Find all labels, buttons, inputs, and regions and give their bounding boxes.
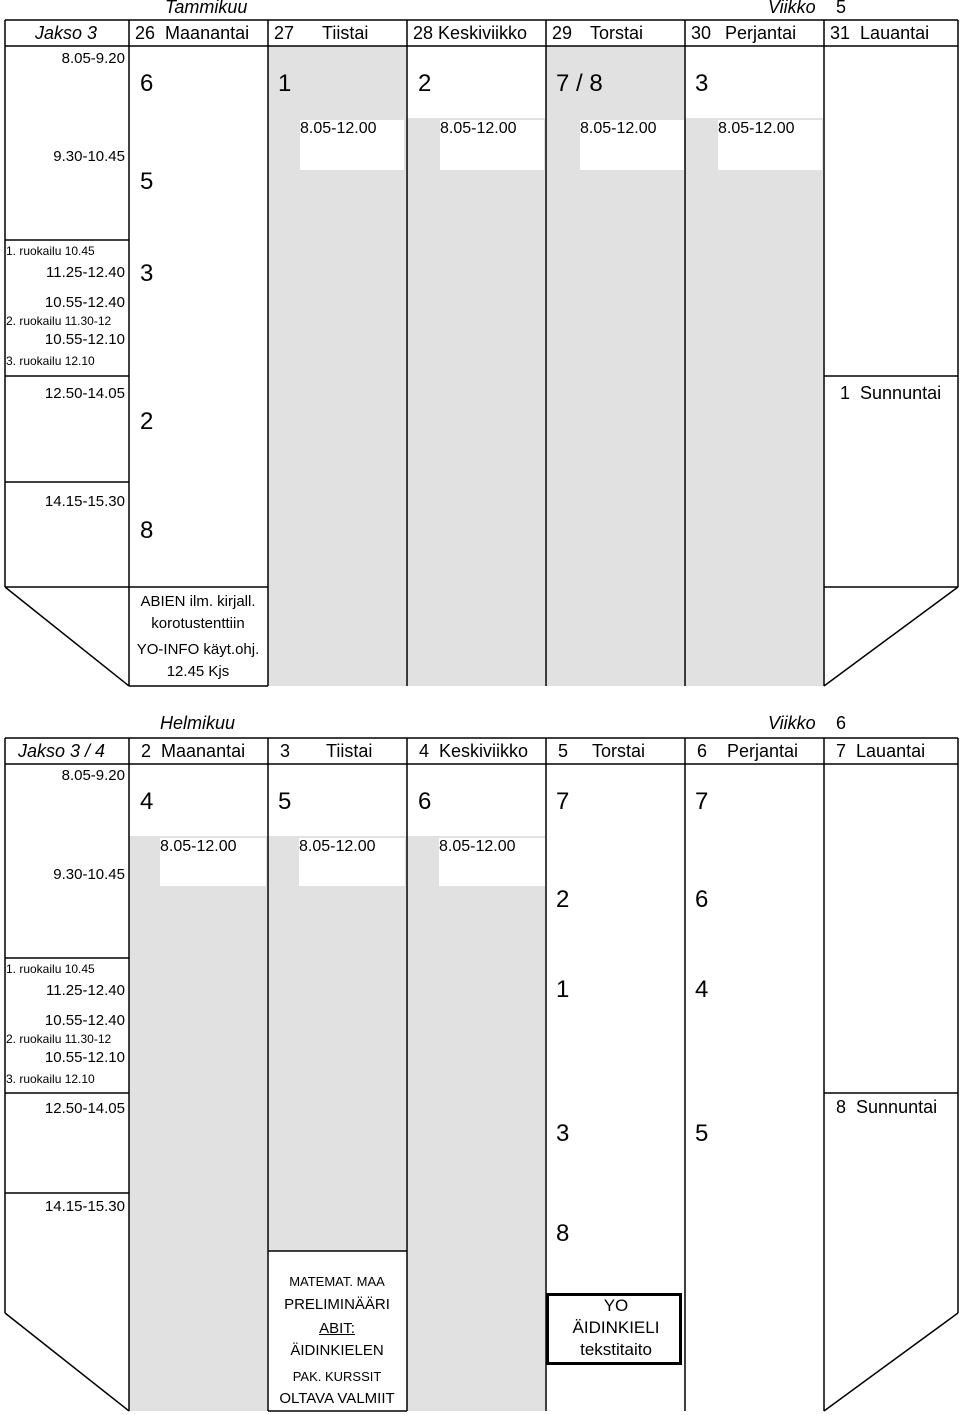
day-name: Perjantai [727, 741, 799, 761]
week1-time-5: 14.15-15.30 [44, 493, 125, 510]
week2-friday-block-1: 7 [695, 788, 709, 815]
week2-friday-block-3: 4 [695, 976, 709, 1003]
week2-wed-note-4: ÄIDINKIELEN [290, 1342, 384, 1359]
day-name: Maanantai [165, 23, 250, 43]
week2-wed-note-3: ABIT: [319, 1320, 355, 1337]
week2-period: Jakso 3 / 4 [18, 741, 106, 761]
week2-friday-block-2: 6 [695, 886, 709, 913]
week1-time-1: 8.05-9.20 [61, 50, 125, 67]
day-number: 1 [840, 383, 851, 403]
week2-fri-note-1: YO [603, 1296, 629, 1315]
week1-week-label: Viikko [768, 0, 816, 17]
week1-note-3: YO-INFO käyt.ohj. [136, 641, 260, 658]
day-number: 3 [280, 741, 291, 761]
week1-note-4: 12.45 Kjs [166, 663, 230, 680]
week2-thursday-block-1: 7 [556, 788, 570, 815]
day-name: Maanantai [161, 741, 246, 761]
week1-monday-block-4: 2 [140, 408, 154, 435]
week2-time-5: 14.15-15.30 [44, 1198, 125, 1215]
week2-time-3b: 10.55-12.40 [44, 1012, 125, 1029]
day-name: Keskiviikko [439, 741, 529, 761]
week2-lunch-2: 2. ruokailu 11.30-12 [6, 1032, 112, 1046]
day-number: 5 [558, 741, 569, 761]
exam-time-text: 8.05-12.00 [300, 120, 377, 137]
week1-monday-block-1: 6 [140, 70, 154, 97]
week2-month: Helmikuu [160, 713, 236, 733]
day-name: Keskiviikko [438, 23, 528, 43]
week2-time-3c: 10.55-12.10 [44, 1049, 125, 1066]
day-number: 8 [836, 1097, 847, 1117]
exam-time-text: 8.05-12.00 [440, 120, 517, 137]
week2-fri-note-2: ÄIDINKIELI [572, 1318, 660, 1337]
day-number: 26 [135, 23, 156, 43]
week2-wed-note-1: MATEMAT. MAA [289, 1274, 385, 1289]
week2-thursday-block-3: 1 [556, 976, 570, 1003]
day-number: 2 [141, 741, 152, 761]
day-number: 4 [419, 741, 430, 761]
week2-wed-note-6: OLTAVA VALMIIT [279, 1390, 395, 1407]
day-number: 7 [836, 741, 847, 761]
day-number: 6 [697, 741, 708, 761]
day-name: Tiistai [322, 23, 369, 43]
week2-time-3a: 11.25-12.40 [46, 982, 125, 999]
day-name: Lauantai [856, 741, 926, 761]
day-number: 28 [413, 23, 434, 43]
week2-thursday-block-2: 2 [556, 886, 570, 913]
week1-note-2: korotustenttiin [151, 615, 245, 632]
week2-time-2: 9.30-10.45 [53, 866, 125, 883]
week2-friday-block-4: 5 [695, 1120, 709, 1147]
week1-time-3b: 10.55-12.40 [44, 294, 125, 311]
day-name: Lauantai [860, 23, 930, 43]
week1-period: Jakso 3 [35, 23, 98, 43]
week1-time-3c: 10.55-12.10 [44, 331, 125, 348]
day-number: 30 [691, 23, 712, 43]
week1-lunch-3: 3. ruokailu 12.10 [6, 354, 95, 368]
day-name: Perjantai [725, 23, 797, 43]
week1-week-number: 5 [836, 0, 847, 17]
week1-time-4: 12.50-14.05 [44, 385, 125, 402]
week2-wednesday-block: 6 [418, 788, 432, 815]
day-name: Torstai [590, 23, 644, 43]
week2-lunch-1: 1. ruokailu 10.45 [6, 962, 95, 976]
day-name: Sunnuntai [856, 1097, 938, 1117]
week2-week-number: 6 [836, 713, 847, 733]
week1-lunch-2: 2. ruokailu 11.30-12 [6, 314, 112, 328]
day-number: 29 [552, 23, 573, 43]
week2-week-label: Viikko [768, 713, 816, 733]
day-name: Tiistai [326, 741, 373, 761]
week1-monday-block-3: 3 [140, 260, 154, 287]
exam-time-text: 8.05-12.00 [718, 120, 795, 137]
week2-wed-note-5: PAK. KURSSIT [292, 1369, 382, 1384]
week2-wed-note-2: PRELIMINÄÄRI [284, 1296, 390, 1313]
week2-thursday-block-4: 3 [556, 1120, 570, 1147]
day-name: Sunnuntai [860, 383, 942, 403]
day-number: 27 [274, 23, 295, 43]
week1-monday-block-5: 8 [140, 517, 154, 544]
week2-time-1: 8.05-9.20 [61, 767, 125, 784]
exam-time-text: 8.05-12.00 [439, 838, 516, 855]
week2-lunch-3: 3. ruokailu 12.10 [6, 1072, 95, 1086]
week2-thursday-block-5: 8 [556, 1220, 570, 1247]
week1-lunch-1: 1. ruokailu 10.45 [6, 244, 95, 258]
week1-friday-block: 3 [695, 70, 709, 97]
week2-monday-block: 4 [140, 788, 154, 815]
week1-tuesday-block: 1 [278, 70, 292, 97]
week1-time-2: 9.30-10.45 [53, 148, 125, 165]
week1-wednesday-block: 2 [418, 70, 432, 97]
week1-time-3a: 11.25-12.40 [46, 264, 125, 281]
exam-time-text: 8.05-12.00 [160, 838, 237, 855]
week2-fri-note-3: tekstitaito [580, 1340, 652, 1359]
exam-time-text: 8.05-12.00 [580, 120, 657, 137]
day-number: 31 [830, 23, 851, 43]
week1-thursday-block: 7 / 8 [556, 70, 603, 97]
week2-tuesday-block: 5 [278, 788, 292, 815]
week2-time-4: 12.50-14.05 [44, 1100, 125, 1117]
day-name: Torstai [592, 741, 646, 761]
week1-monday-block-2: 5 [140, 168, 154, 195]
exam-time-text: 8.05-12.00 [299, 838, 376, 855]
week1-month: Tammikuu [165, 0, 248, 17]
week1-note-1: ABIEN ilm. kirjall. [140, 593, 256, 610]
